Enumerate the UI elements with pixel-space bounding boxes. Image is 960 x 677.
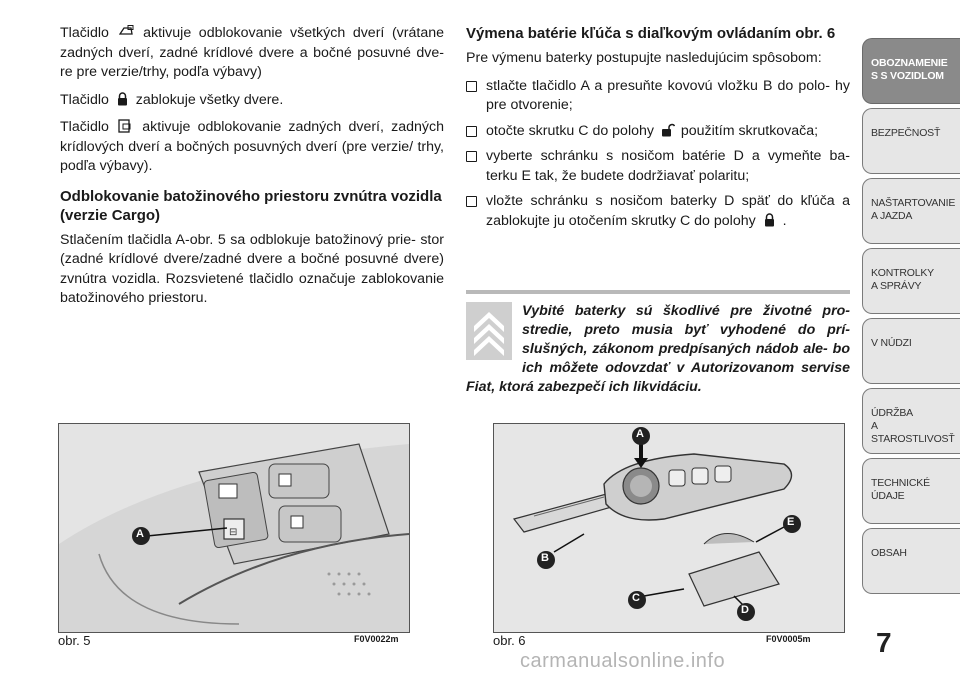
section-heading-cargo: Odblokovanie batožinového priestoru zvnútra vozidla (verzie Cargo) (60, 187, 442, 224)
paragraph-lock: Tlačidlo zablokuje všetky dvere. (60, 91, 284, 108)
key-battery-illustration (494, 424, 844, 632)
callout-label-d: D (741, 604, 749, 616)
recycle-chevron-icon (466, 302, 512, 360)
rear-door-unlock-icon (118, 119, 133, 133)
door-panel-illustration (59, 424, 409, 632)
unlock-all-doors-icon (119, 25, 134, 39)
paragraph-battery-intro: Pre výmenu baterky postupujte nasledujúcim spôsobom: (466, 50, 822, 66)
callout-label-e: E (787, 516, 795, 528)
figure-5-caption: obr. 5 (58, 633, 91, 648)
paragraph-unlock-rear: Tlačidlo aktivuje odblokovanie zadných dverí, zadných krídlových dverí a bočných posuvných dverí (pre verzie/ trhy, podľa výbavy). (60, 119, 444, 174)
paragraph-cargo: Stlačením tlačidla A-obr. 5 sa odblokuje batožinový prie- stor (zadné krídlové dvere/zadné dvere a bočné posuvné dvere) zvnútra vozidla. Rozsvietené tlačidlo označuje zablokovanie batožinového priestoru. (60, 231, 444, 306)
chapter-tabs (862, 38, 960, 598)
checkbox-bullet-icon (466, 151, 477, 162)
figure-6-code: F0V0005m (766, 634, 811, 644)
tab-technicke-udaje[interactable]: TECHNICKÉ ÚDAJE (862, 458, 960, 524)
tab-oboznamenie[interactable]: OBOZNAMENIE S S VOZIDLOM (862, 38, 960, 104)
padlock-icon (762, 213, 777, 227)
tab-nastartovanie[interactable]: NAŠTARTOVANIE A JAZDA (862, 178, 960, 244)
tab-bezpecnost[interactable]: BEZPEČNOSŤ (862, 108, 960, 174)
svg-text:⊟: ⊟ (229, 527, 238, 538)
unlocked-padlock-icon (660, 123, 675, 137)
figure-5-door-panel (58, 423, 410, 633)
warning-rule-top (466, 290, 850, 294)
padlock-icon (115, 92, 130, 106)
warning-note: Vybité baterky sú škodlivé pre životné pro- stredie, preto musia byť vyhodené do prí- slušných, zákonom predpísaných nádob ale- bo ich môžete odovzdať v Autorizovanom servise Fiat, ktorá zabezpečí ich likvidáciu. (466, 303, 850, 395)
callout-label-a: A (136, 528, 144, 540)
callout-label-b: B (541, 552, 549, 564)
left-column (60, 24, 444, 317)
watermark: carmanualsonline.info (520, 650, 726, 672)
middle-column (466, 24, 850, 237)
callout-label-a: A (636, 428, 644, 440)
page-number: 7 (876, 627, 892, 658)
list-item: vyberte schránku s nosičom batérie D a vymeňte ba- terku E tak, že budete dodržiavať polaritu; (466, 147, 850, 186)
callout-label-c: C (632, 592, 640, 604)
list-item: stlačte tlačidlo A a presuňte kovovú vložku B do polo- hy pre otvorenie; (466, 77, 850, 116)
tab-udrzba[interactable]: ÚDRŽBA A STAROSTLIVOSŤ (862, 388, 960, 454)
battery-steps-list (466, 77, 850, 232)
list-item: otočte skrutku C do polohy použitím skrutkovača; (466, 122, 850, 142)
list-item: vložte schránku s nosičom baterky D späť do kľúča a zablokujte ju otočením skrutky C do polohy . (466, 192, 850, 231)
section-heading-battery: Výmena batérie kľúča s diaľkovým ovládaním obr. 6 (466, 25, 836, 42)
tab-obsah[interactable]: OBSAH (862, 528, 960, 594)
paragraph-unlock-all: Tlačidlo aktivuje odblokovanie všetkých dverí (vrátane zadných dverí, zadné krídlové dvere a bočné posuvné dve- re pre verzie/trhy, podľa výbavy) (60, 25, 444, 80)
tab-v-nudzi[interactable]: V NÚDZI (862, 318, 960, 384)
figure-5-code: F0V0022m (354, 634, 399, 644)
checkbox-bullet-icon (466, 81, 477, 92)
figure-6-key-battery (493, 423, 845, 633)
figure-6-caption: obr. 6 (493, 633, 526, 648)
checkbox-bullet-icon (466, 196, 477, 207)
checkbox-bullet-icon (466, 126, 477, 137)
tab-kontrolky[interactable]: KONTROLKY A SPRÁVY (862, 248, 960, 314)
